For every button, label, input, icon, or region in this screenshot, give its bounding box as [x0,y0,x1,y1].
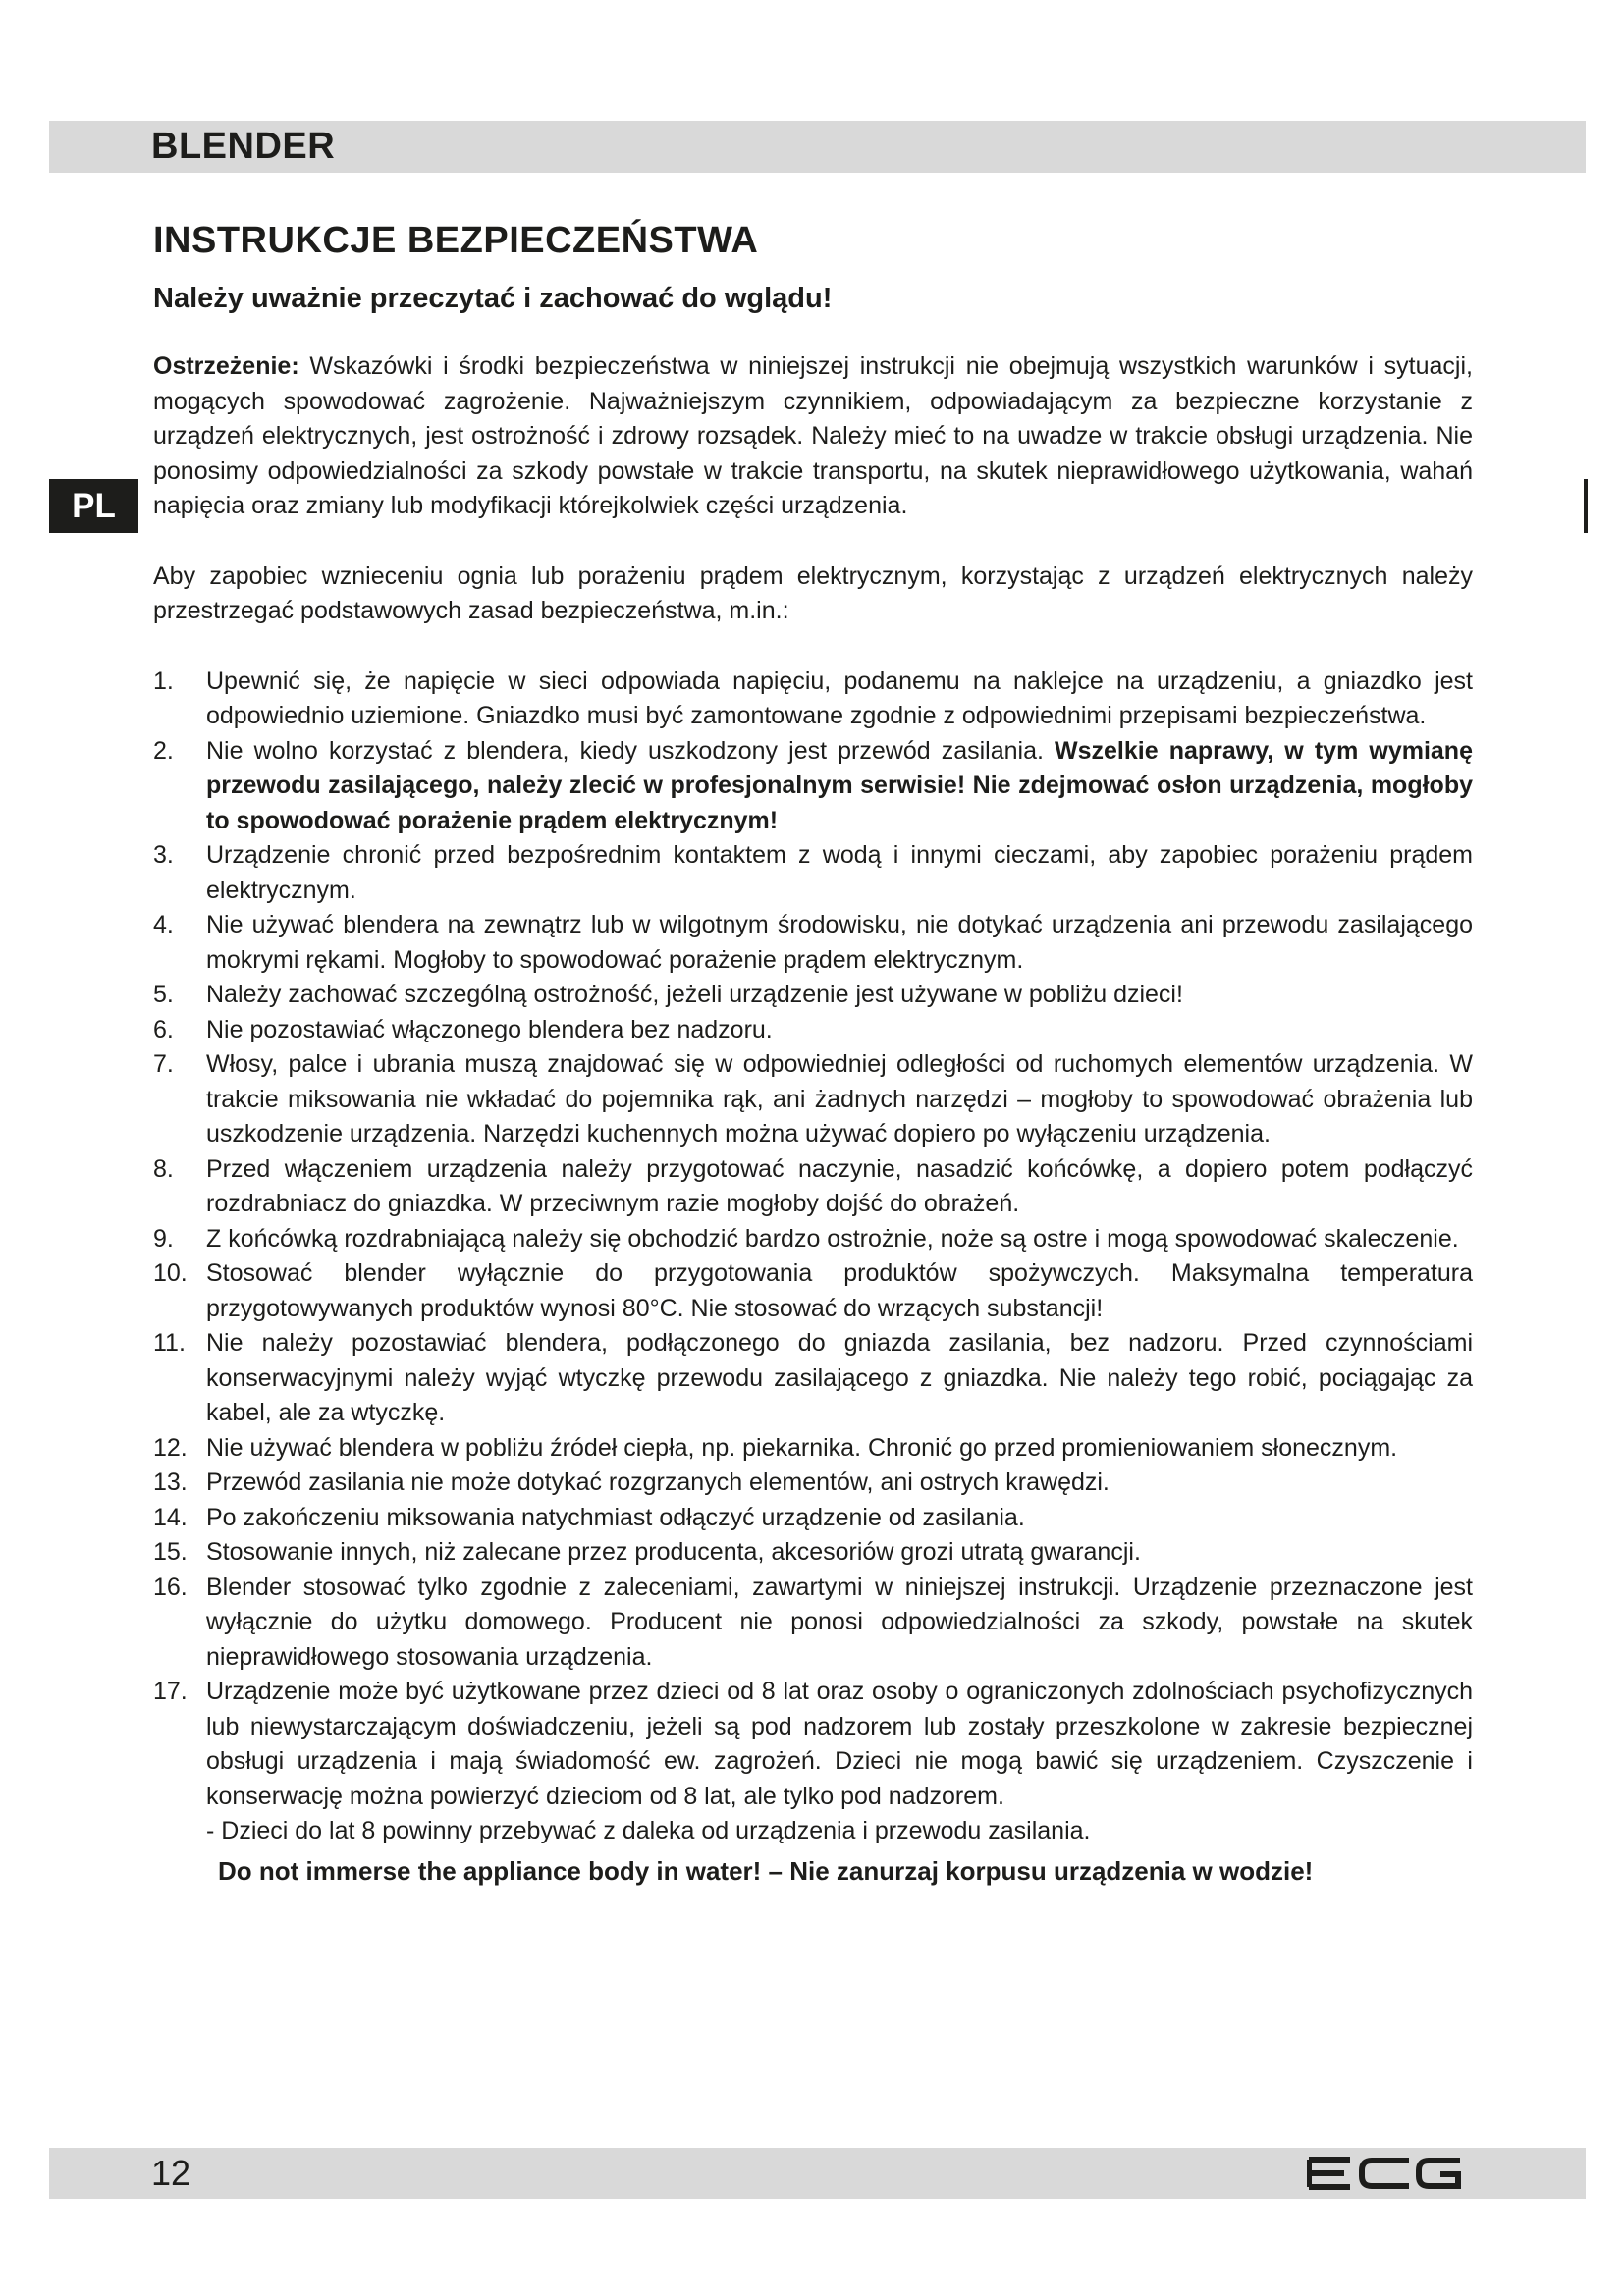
rule-text: Po zakończeniu miksowania natychmiast odłączyć urządzenie od zasilania. [206,1503,1025,1531]
list-item [153,1571,1473,1676]
rule-number: 5. [153,981,174,1008]
rule-text: Nie należy pozostawiać blendera, podłączonego do gniazda zasilania, bez nadzoru. Przed czynnościami konserwacyjnymi należy wyjąć wtyczkę przewodu zasilającego z gniazdka. Nie należy tego robić, pociągając za kabel, ale za wtyczkę. [206,1329,1473,1426]
immersion-warning: Do not immerse the appliance body in water! – Nie zanurzaj korpusu urządzenia w wodzie! [218,1855,1314,1886]
rule-text: Przewód zasilania nie może dotykać rozgrzanych elementów, ani ostrych krawędzi. [206,1468,1110,1496]
rule-number: 14. [153,1503,188,1531]
list-item [153,908,1473,978]
safety-rules-list [153,665,1473,1815]
list-item [153,1222,1473,1257]
list-item [153,838,1473,908]
list-item [153,665,1473,734]
warning-label: Ostrzeżenie: [153,352,299,380]
warning-text: Wskazówki i środki bezpieczeństwa w niniejszej instrukcji nie obejmują wszystkich warunków i sytuacji, mogących spowodować zagrożenie. Najważniejszym czynnikiem, odpowiadającym za bezpieczne korzystanie z urządzeń elektrycznych, jest ostrożność i zdrowy rozsądek. Należy mieć to na uwadze w trakcie obsługi urządzenia. Nie ponosimy odpowiedzialności za szkody powstałe w trakcie transportu, na skutek nieprawidłowego użytkowania, wahań napięcia oraz zmiany lub modyfikacji którejkolwiek części urządzenia. [153,352,1473,519]
list-item [153,1675,1473,1814]
list-item [153,734,1473,839]
list-item [153,1152,1473,1222]
list-item [153,1326,1473,1431]
page-number: 12 [151,2153,191,2193]
rule-number: 10. [153,1259,188,1287]
intro-paragraph: Aby zapobiec wznieceniu ognia lub porażeniu prądem elektrycznym, korzystając z urządzeń elektrycznych należy przestrzegać podstawowych zasad bezpieczeństwa, m.in.: [153,561,1473,624]
rule-number: 7. [153,1050,174,1078]
rule-text: Stosowanie innych, niż zalecane przez producenta, akcesoriów grozi utratą gwarancji. [206,1538,1141,1566]
rule-number: 6. [153,1015,174,1043]
rule-text: Z końcówką rozdrabniającą należy się obchodzić bardzo ostrożnie, noże są ostre i mogą spowodować skaleczenie. [206,1224,1459,1253]
rule-text: Przed włączeniem urządzenia należy przygotować naczynie, nasadzić końcówkę, a dopiero potem podłączyć rozdrabniacz do gniazdka. W przeciwnym razie mogłoby dojść do obrażeń. [206,1154,1473,1217]
rule-number: 9. [153,1224,174,1253]
rule-number: 4. [153,911,174,938]
rule-number: 12. [153,1433,188,1462]
warning-paragraph [153,349,1473,524]
document-title: BLENDER [151,126,336,167]
ecg-logo-graphic [1307,2156,1462,2191]
header-bar [49,121,1586,173]
rule-number: 1. [153,667,174,695]
rule-number: 16. [153,1573,188,1601]
rule-number: 13. [153,1468,188,1496]
footer-bar [49,2148,1586,2199]
rule-text: Upewnić się, że napięcie w sieci odpowiada napięciu, podanemu na naklejce na urządzeniu, a gniazdko jest odpowiednio uziemione. Gniazdko musi być zamontowane zgodnie z odpowiednimi przepisami bezpieczeństwa. [206,667,1473,729]
rule-text: Nie wolno korzystać z blendera, kiedy uszkodzony jest przewód zasilania. [206,736,1056,765]
list-item [153,1431,1473,1467]
list-item [153,1466,1473,1501]
section-title: INSTRUKCJE BEZPIECZEŃSTWA [153,220,759,261]
rule-text: Blender stosować tylko zgodnie z zaleceniami, zawartymi w niniejszej instrukcji. Urządzenie przeznaczone jest wyłącznie do użytku domowego. Producent nie ponosi odpowiedzialności za szkody, powstałe na skutek nieprawidłowego stosowania urządzenia. [206,1573,1473,1671]
rule-text: Włosy, palce i ubrania muszą znajdować się w odpowiedniej odległości od ruchomych elementów urządzenia. W trakcie miksowania nie wkładać do pojemnika rąk, ani żadnych narzędzi – mogłoby to spowodować obrażenia lub uszkodzenie urządzenia. Narzędzi kuchennych można używać dopiero po wyłączeniu urządzenia. [206,1050,1473,1148]
rule-text: Należy zachować szczególną ostrożność, jeżeli urządzenie jest używane w pobliżu dzieci! [206,981,1183,1008]
rule-text: Urządzenie chronić przed bezpośrednim kontaktem z wodą i innymi cieczami, aby zapobiec porażeniu prądem elektrycznym. [206,841,1473,904]
rule-number: 2. [153,736,174,765]
list-item [153,1047,1473,1152]
subtitle: Należy uważnie przeczytać i zachować do wglądu! [153,283,833,314]
rule-emphasis: Wszelkie naprawy, w tym wymianę przewodu zasilającego, należy zlecić w profesjonalnym serwisie! Nie zdejmować osłon urządzenia, mogłoby to spowodować porażenie prądem elektrycznym! [206,736,1473,834]
list-item [153,978,1473,1013]
side-marker [1584,479,1588,533]
rule-number: 11. [153,1329,186,1357]
rule-text: Nie używać blendera na zewnątrz lub w wilgotnym środowisku, nie dotykać urządzenia ani przewodu zasilającego mokrymi rękami. Mogłoby to spowodować porażenie prądem elektrycznym. [206,911,1473,974]
rule-text: Nie pozostawiać włączonego blendera bez nadzoru. [206,1015,773,1043]
language-tab: PL [49,479,138,533]
rule-number: 15. [153,1538,188,1566]
list-item [153,1256,1473,1326]
ecg-logo-icon [1307,2156,1462,2191]
rule-text: Urządzenie może być użytkowane przez dzieci od 8 lat oraz osoby o ograniczonych zdolnościach psychofizycznych lub niewystarczającym doświadczeniu, jeżeli są pod nadzorem lub zostały przeszkolone w zakresie bezpiecznej obsługi urządzenia i mają świadomość ew. zagrożeń. Dzieci nie mogą bawić się urządzeniem. Czyszczenie i konserwację można powierzyć dzieciom od 8 lat, ale tylko pod nadzorem. [206,1678,1473,1810]
list-item [153,1501,1473,1536]
main-content [153,218,1473,1889]
list-item [153,1013,1473,1048]
rule-number: 8. [153,1154,174,1183]
rule-text: Nie używać blendera w pobliżu źródeł ciepła, np. piekarnika. Chronić go przed promieniowaniem słonecznym. [206,1433,1398,1462]
rule-number: 3. [153,841,174,869]
list-item [153,1535,1473,1571]
rule-number: 17. [153,1678,188,1705]
children-note: - Dzieci do lat 8 powinny przebywać z daleka od urządzenia i przewodu zasilania. [206,1817,1091,1844]
rule-text: Stosować blender wyłącznie do przygotowania produktów spożywczych. Maksymalna temperatura przygotowywanych produktów wynosi 80°C. Nie stosować do wrzących substancji! [206,1259,1473,1322]
